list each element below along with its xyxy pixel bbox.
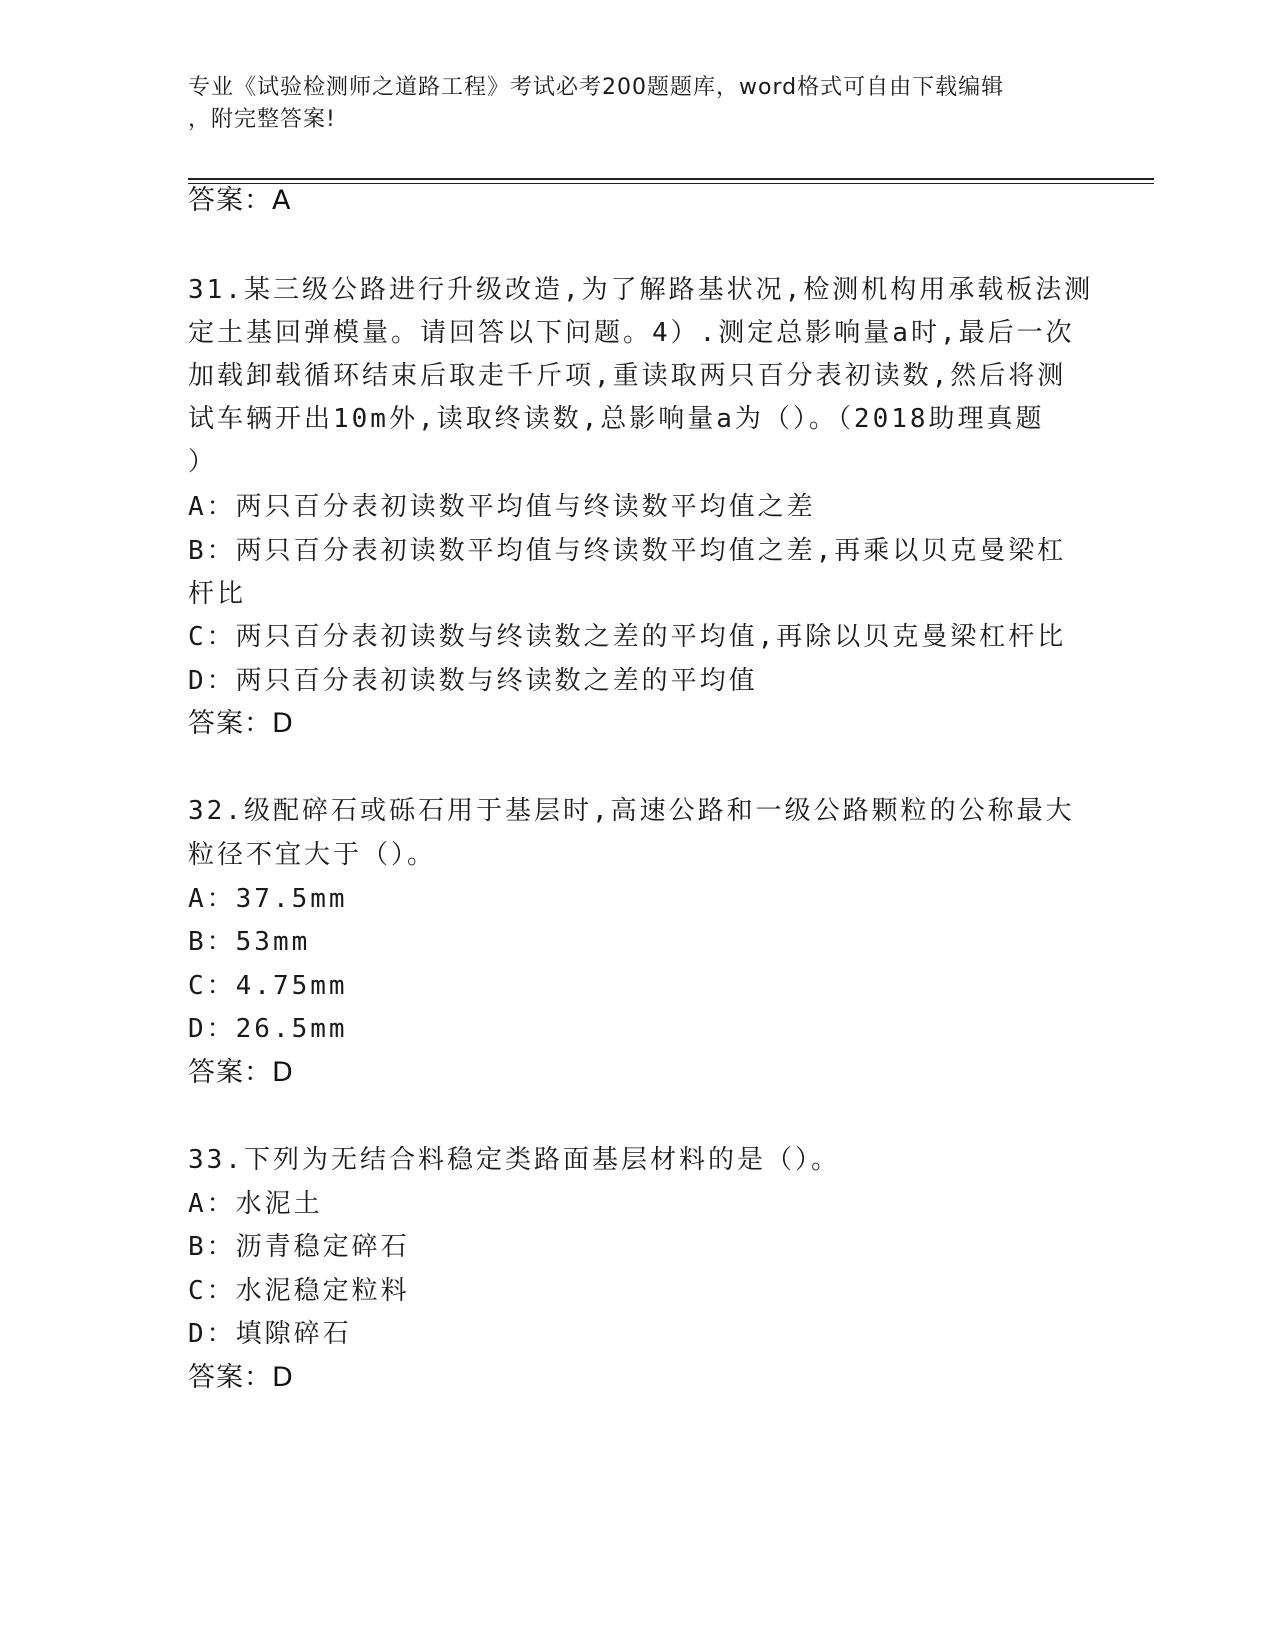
question-32-option-a: A：37.5mm <box>188 884 348 914</box>
question-31-stem-line-5: ） <box>188 447 218 477</box>
question-31-answer: 答案：D <box>188 708 294 739</box>
question-31-option-a: A：两只百分表初读数平均值与终读数平均值之差 <box>188 492 816 522</box>
header-divider-thin <box>188 183 1154 184</box>
header-line-2: ，附完整答案! <box>188 107 336 132</box>
answer-previous: 答案：A <box>188 185 292 216</box>
question-33-option-d: D：填隙碎石 <box>188 1319 352 1349</box>
question-32-answer: 答案：D <box>188 1057 294 1088</box>
header-divider <box>188 178 1154 180</box>
question-31-option-c: C：两只百分表初读数与终读数之差的平均值,再除以贝克曼梁杠杆比 <box>188 622 1067 652</box>
question-33-option-b: B：沥青稳定碎石 <box>188 1232 410 1262</box>
question-33-option-c: C：水泥稳定粒料 <box>188 1276 410 1306</box>
question-32-option-d: D：26.5mm <box>188 1014 348 1044</box>
question-32-stem-line-1: 32.级配碎石或砾石用于基层时,高速公路和一级公路颗粒的公称最大 <box>188 796 1075 826</box>
header-line-1: 专业《试验检测师之道路工程》考试必考200题题库，word格式可自由下载编辑 <box>188 75 1005 100</box>
question-31-option-d: D：两只百分表初读数与终读数之差的平均值 <box>188 666 758 696</box>
question-33-answer: 答案：D <box>188 1362 294 1393</box>
question-31-stem-line-1: 31.某三级公路进行升级改造,为了解路基状况,检测机构用承载板法测 <box>188 275 1094 305</box>
question-33-option-a: A：水泥土 <box>188 1189 323 1219</box>
question-32-option-b: B：53mm <box>188 927 311 957</box>
question-31-stem-line-4: 试车辆开出10m外,读取终读数,总影响量a为（）。（2018助理真题 <box>188 404 1045 434</box>
question-32-option-c: C：4.75mm <box>188 971 348 1001</box>
question-32-stem-line-2: 粒径不宜大于（）。 <box>188 840 437 870</box>
question-31-stem-line-2: 定土基回弹模量。请回答以下问题。4）.测定总影响量a时,最后一次 <box>188 318 1075 348</box>
question-31-option-b-line-2: 杆比 <box>188 579 247 609</box>
question-33-stem: 33.下列为无结合料稳定类路面基层材料的是（）。 <box>188 1145 840 1175</box>
page-header <box>188 72 1088 136</box>
question-31-option-b-line-1: B：两只百分表初读数平均值与终读数平均值之差,再乘以贝克曼梁杠 <box>188 536 1067 566</box>
question-31-stem-line-3: 加载卸载循环结束后取走千斤项,重读取两只百分表初读数,然后将测 <box>188 361 1067 391</box>
